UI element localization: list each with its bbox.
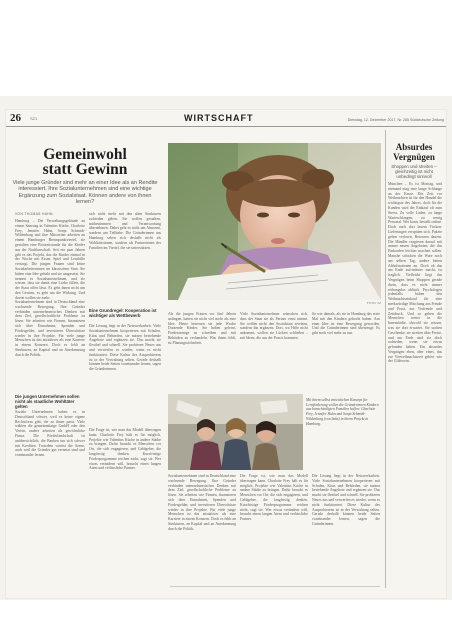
section-title: WIRTSCHAFT xyxy=(184,113,254,123)
subheading-2: Eine Grundregel: Kooperation ist wichtiger als Wettbewerb xyxy=(89,308,157,318)
small-photo-caption: Mit ihrem selbst entwickelten Konzept für Lernförderung wollen die Gründerinnen Kindern aus benachteiligten Familien helfen: Charlotte Frey, Jennifer Hahn und Sonja Schmidt-Wildenburg (von links) in ihrem Projekt in Hamburg. xyxy=(306,398,379,426)
article-body-bottom2: Die Frage ist, wie man das Modell übertragen kann. Charlotte Frey hält es für möglich, Projekte wie Valentins Küche in andere Städte zu bringen. Dafür braucht es Menschen vor Ort, die sich engagieren, und Geldgeber, die langfristig denken. Kurzfristige Förderprogramme reichen nicht, sagt sie. Wer etwas verändern will, braucht einen langen Atem und verlässliche Partner. xyxy=(240,474,308,522)
page-number-tag: SZ1 xyxy=(30,116,38,121)
article-body-bottom3: Die Lösung liegt in der Netzwerkarbeit. Viele Sozialunternehmen kooperieren mit Schulen, Kitas und Behörden, sie nutzen bestehende Angebote und ergänzen sie. Das macht sie flexibel und schnell. Sie probieren Neues aus und verwerfen es wieder, wenn es nicht funktioniert. Diese Kultur des Ausprobierens ist in der Verwaltung selten. Gerade deshalb können beide Seiten voneinander lernen, sagen die Gründerinnen. xyxy=(312,474,380,526)
footer-rule xyxy=(170,586,380,587)
page-number: 26 xyxy=(10,112,21,124)
main-photo-child-writing xyxy=(168,143,381,300)
article-body-col1a: Hamburg – Die Verwaltungsgebäude an einem Samstag in Valentins Küche. Charlotte Frey, Jennifer Hahn, Sonja Schmidt-Wildenburg und ihre Mitstreiter arbeiten an einem Hamburger Brennpunktviertel, sie gestalten eine Brotzeitstunde für die Kinder aus der Nachbarschaft. Seit ein paar Jahren gibt es das Projekt, das die Kinder einmal in der Woche mit Essen, Spiel und Lernhilfe versorgt. Die jungen Frauen sind keine Sozialarbeiterinnen im klassischen Sinn. Sie haben eine Idee gehabt und sie umgesetzt. Sie nennen es Sozialunternehmen, und sie wissen, dass sie damit eine Lücke füllen, die der Staat offen lässt. Es geht ihnen nicht um den Gewinn, es geht um die Wirkung. Und davon wollen sie mehr. xyxy=(15,219,85,300)
headline-line-2: statt Gewinn xyxy=(42,161,128,178)
article-body-bottom1: Sozialunternehmen sind in Deutschland eine wachsende Bewegung. Ihre Gründer verbinden unternehmerisches Denken mit dem Ziel, gesellschaftliche Probleme zu lösen. Sie arbeiten wie Firmen, finanzieren sich über Einnahmen, Spenden und Fördergelder, und investieren Überschüsse wieder in ihre Projekte. Für viele junge Menschen ist das attraktiver als eine Karriere in einem Konzern. Doch es fehlt an Strukturen, an Kapital und an Anerkennung durch die Politik. xyxy=(168,474,236,531)
founders-photo-illustration xyxy=(168,394,303,470)
small-photo-founders xyxy=(168,394,303,470)
sidebar-headline-line-1: Absurdes xyxy=(395,142,433,152)
page-header xyxy=(6,112,446,127)
article-body-col1b: Sozialunternehmen sind in Deutschland eine wachsende Bewegung. Ihre Gründer verbinden unternehmerisches Denken mit dem Ziel, gesellschaftliche Probleme zu lösen. Sie arbeiten wie Firmen, finanzieren sich über Einnahmen, Spenden und Fördergelder, und investieren Überschüsse wieder in ihre Projekte. Für viele junge Menschen ist das attraktiver als eine Karriere in einem Konzern. Doch es fehlt an Strukturen, an Kapital und an Anerkennung durch die Politik. xyxy=(15,300,85,357)
article-body-col2c: Die Frage ist, wie man das Modell übertragen kann. Charlotte Frey hält es für möglich, Projekte wie Valentins Küche in andere Städte zu bringen. Dafür braucht es Menschen vor Ort, die sich engagieren, und Geldgeber, die langfristig denken. Kurzfristige Förderprogramme reichen nicht, sagt sie. Wer etwas verändern will, braucht einen langen Atem und verlässliche Partner. xyxy=(89,428,161,471)
subheading-1: Die jungen Unternehmen sollen nicht als staatliche Wohltäter gelten xyxy=(15,394,80,409)
article-body-col2a: sich nicht mehr mit den alten Strukturen zufrieden geben. Sie wollen gestalten, mitbestimmen und Verantwortung übernehmen. Dabei geht es nicht um Almosen, sondern um Teilhabe. Die Gründerinnen aus Hamburg sehen sich deshalb nicht als Wohltäterinnen, sondern als Partnerinnen der Familien im Viertel, die sie unterstützen. xyxy=(89,212,161,250)
dateline: Dienstag, 12. Dezember 2017, Nr. 285 Süddeutsche Zeitung xyxy=(347,118,444,122)
sidebar-deck: Shoppen und streiten – gleichzeitig ist nicht unbedingt sinnvoll xyxy=(391,164,437,180)
main-photo-credit: FOTO: SZ xyxy=(366,301,381,305)
sidebar-headline-line-2: Vergnügen xyxy=(393,151,435,162)
sidebar-divider xyxy=(385,130,386,588)
byline: VON THOMAS HAHN xyxy=(15,212,53,216)
article-body-mid1: Als die jungen Frauen vor fünf Jahren anfingen, hatten sie nicht viel mehr als eine Idee. Heute betreuen sie jede Woche Dutzende Kinder. Sie haben gelernt, Förderanträge zu schreiben und mit Behörden zu verhandeln. Was ihnen fehlt, ist Planungssicherheit. xyxy=(168,312,236,345)
sidebar-body: München – Es ist Montag, und niemand mag eine lange Schlange an der Kasse. Die Zeit vor Weihnachten ist für den Handel die wichtigste des Jahres, doch für die Kunden wird der Einkauf oft zum Stress. Zu volle Läden, zu lange Warteschlangen, zu wenig Personal. Wer kann, bestellt online. Doch auch dort lauern Tücken: Lieferungen verspäten sich, Pakete gehen verloren, Retouren dauern. Die Händler reagieren darauf mit immer neuen Angeboten, die das Einkaufen leichter machen sollen. Manche schicken die Ware noch am selben Tag, andere bieten Abholstationen an. Doch ob das am Ende zufriedener macht, ist fraglich. Vielleicht liegt das Vergnügen beim Shoppen gerade darin, dass es nicht immer reibungslos abläuft. Psychologen jedenfalls halten den Weihnachtseinkauf für eine merkwürdige Mischung aus Freude und Frust, aus Vorfreude und Zeitdruck. Und so gehen die Menschen weiter in die Innenstädte, obwohl sie wissen, was sie dort erwartet. Sie suchen Geschenke, sie streiten über Preise, und am Ende sind sie doch zufrieden, wenn sie etwas gefunden haben. Ein absurdes Vergnügen eben, aber eines, das zur Vorweihnachtszeit gehört wie der Glühwein. xyxy=(388,182,442,364)
child-photo-illustration xyxy=(168,143,381,300)
article-deck: Viele junge Gründer sind mehr an einer Idee als an Rendite interessiert. Ihre Sozialunternehmen sind eine wichtige Ergänzung zum Sozialstaat. Können andere von ihnen lernen? xyxy=(12,180,158,206)
headline-line-1: Gemeinwohl xyxy=(43,146,127,163)
article-body-col1c: Soziale Unternehmen haben es in Deutschland schwer, weil es keine eigene Rechtsform gibt, die zu ihnen passt. Viele wählen die gemeinnützige GmbH oder den Verein, andere arbeiten als gewöhnliche Firma. Die Förderlandschaft ist unübersichtlich, die Banken tun sich schwer mit Krediten. Trotzdem wächst die Szene, auch weil die Gründer gut vernetzt sind und voneinander lernen. xyxy=(15,410,85,458)
article-body-col2b: Die Lösung liegt in der Netzwerkarbeit. Viele Sozialunternehmen kooperieren mit Schulen, Kitas und Behörden, sie nutzen bestehende Angebote und ergänzen sie. Das macht sie flexibel und schnell. Sie probieren Neues aus und verwerfen es wieder, wenn es nicht funktioniert. Diese Kultur des Ausprobierens ist in der Verwaltung selten. Gerade deshalb können beide Seiten voneinander lernen, sagen die Gründerinnen. xyxy=(89,324,161,372)
article-headline xyxy=(10,147,160,177)
sidebar-headline xyxy=(386,143,442,162)
article-body-mid2: Viele Sozialunternehmer wünschen sich, dass der Staat sie als Partner ernst nimmt. Sie wollen nicht den Sozialstaat ersetzen, sondern ihn ergänzen. Dort, wo Hilfe nicht ankommt, wollen sie Lücken schließen – mit Ideen, die aus der Praxis kommen. xyxy=(240,312,308,340)
article-body-mid3: So wie damals, als sie in Hamburg das erste Mal mit den Kindern gekocht haben. Aus einer Idee ist eine Bewegung geworden. Und die Gründerinnen sind überzeugt: Es gibt noch viel mehr zu tun. xyxy=(312,312,380,336)
